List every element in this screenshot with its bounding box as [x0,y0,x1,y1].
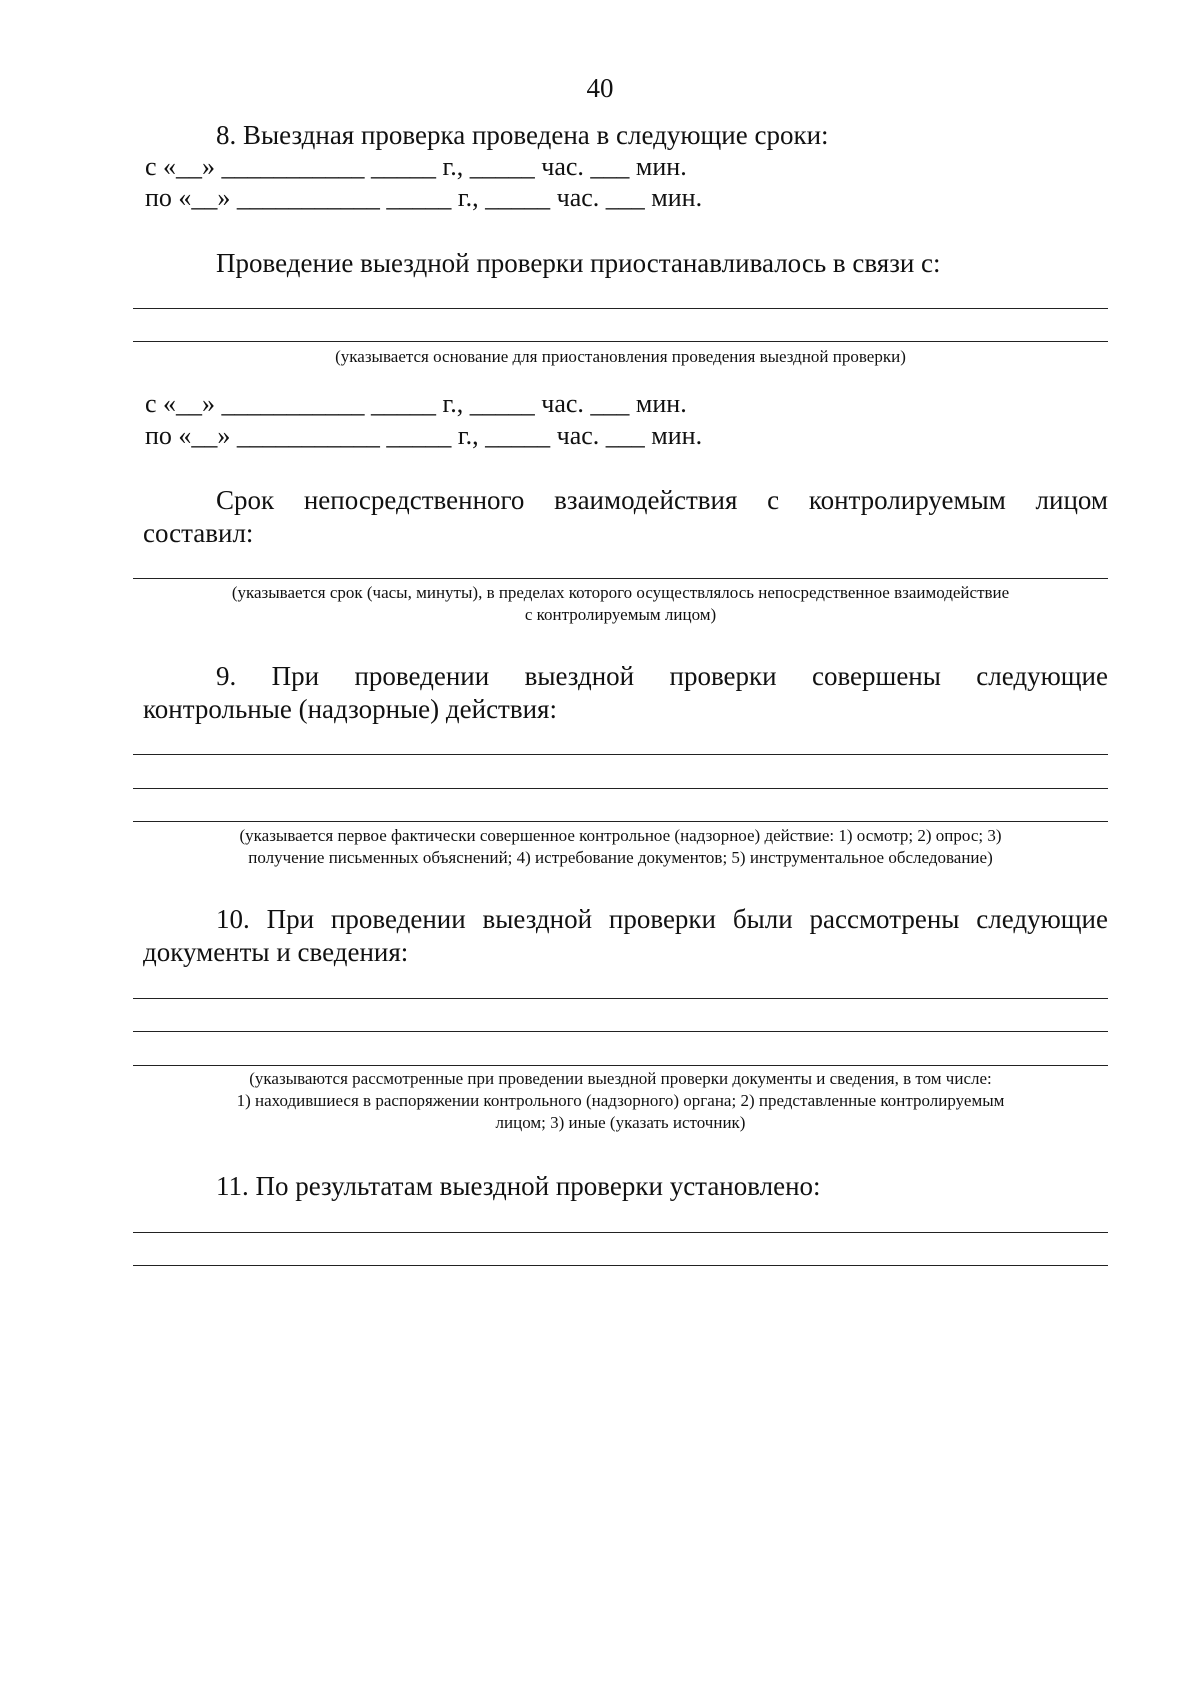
section-10-fill-line-1 [133,998,1108,999]
interaction-fill-line [133,578,1108,579]
page-number: 40 [586,73,614,103]
interaction-paragraph [143,484,1108,550]
interaction-line-2: составил: [143,518,254,548]
section-10-fill-line-3 [133,1065,1108,1066]
section-9-line-2: контрольные (надзорные) действия: [143,694,557,724]
suspension-heading: Проведение выездной проверки приостанавливалось в связи с: [216,248,941,278]
interaction-caption-2: с контролируемым лицом) [524,605,717,624]
section-10-caption-3: лицом; 3) иные (указать источник) [495,1113,746,1132]
interaction-line-1: Срок непосредственного взаимодействия с контролируемым лицом [216,485,1108,515]
section-11-fill-line-1 [133,1232,1108,1233]
section-10-paragraph [143,903,1108,969]
suspension-fill-line-1 [133,308,1108,309]
section-8-from-dateline: с «__» ___________ _____ г., _____ час. ___ мин. [145,152,687,181]
section-10-fill-line-2 [133,1031,1108,1032]
section-9-caption-2: получение письменных объяснений; 4) истребование документов; 5) инструментальное обследование) [248,848,993,867]
section-9-fill-line-1 [133,754,1108,755]
section-9-fill-line-2 [133,788,1108,789]
section-8-to-dateline: по «__» ___________ _____ г., _____ час. ___ мин. [145,183,703,212]
suspension-fill-line-2 [133,341,1108,342]
suspension-caption: (указывается основание для приостановления проведения выездной проверки) [335,347,906,366]
section-9-caption-1: (указывается первое фактически совершенное контрольное (надзорное) действие: 1) осмотр; 2) опрос; 3) [239,826,1002,845]
section-8-heading: 8. Выездная проверка проведена в следующие сроки: [216,120,829,150]
section-9-paragraph [143,660,1108,726]
section-10-line-1: 10. При проведении выездной проверки были рассмотрены следующие [216,904,1108,934]
section-9-line-1: 9. При проведении выездной проверки совершены следующие [216,661,1108,691]
section-10-caption-1: (указываются рассмотренные при проведении выездной проверки документы и сведения, в том числе: [249,1069,992,1088]
suspension-to-dateline: по «__» ___________ _____ г., _____ час. ___ мин. [145,421,703,450]
section-10-line-2: документы и сведения: [143,937,409,967]
interaction-caption-1: (указывается срок (часы, минуты), в пределах которого осуществлялось непосредственное взаимодействие [231,583,1010,602]
section-11-heading: 11. По результатам выездной проверки установлено: [216,1171,821,1201]
section-10-caption-2: 1) находившиеся в распоряжении контрольного (надзорного) органа; 2) представленные контролируемым [236,1091,1005,1110]
section-11-fill-line-2 [133,1265,1108,1266]
section-9-fill-line-3 [133,821,1108,822]
suspension-from-dateline: с «__» ___________ _____ г., _____ час. ___ мин. [145,389,687,418]
